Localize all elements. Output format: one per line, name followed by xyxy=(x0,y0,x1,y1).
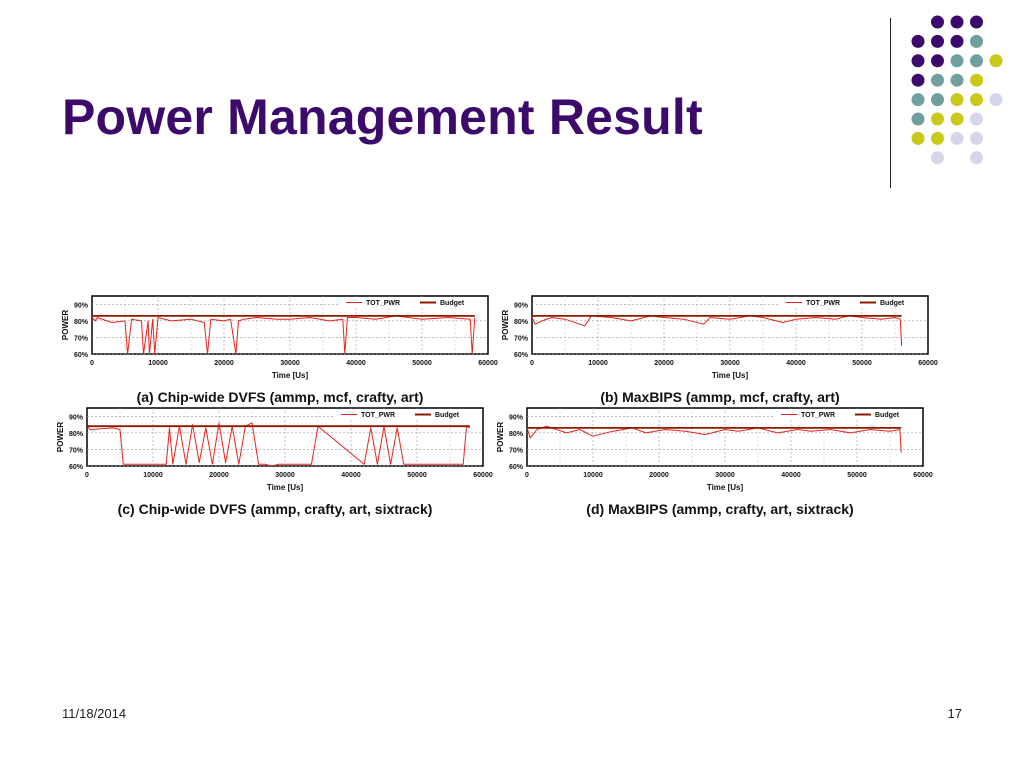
x-tick-label: 60000 xyxy=(473,472,493,479)
y-tick-label: 70% xyxy=(513,335,528,343)
decorative-dot xyxy=(970,93,983,106)
decorative-dot xyxy=(912,35,925,48)
y-tick-label: 90% xyxy=(508,414,523,422)
x-tick-label: 30000 xyxy=(280,360,300,367)
x-tick-label: 40000 xyxy=(341,472,361,479)
y-tick-label: 80% xyxy=(68,430,83,438)
decorative-dot xyxy=(970,16,983,29)
decorative-dot xyxy=(931,54,944,67)
x-tick-label: 10000 xyxy=(143,472,163,479)
chart-a xyxy=(60,292,500,392)
chart-svg xyxy=(495,404,935,504)
decorative-dot xyxy=(951,54,964,67)
y-tick-label: 60% xyxy=(68,464,83,471)
legend xyxy=(340,297,486,308)
legend-label: TOT_PWR xyxy=(366,300,401,307)
x-tick-label: 40000 xyxy=(786,360,806,367)
x-tick-label: 30000 xyxy=(715,472,735,479)
x-tick-label: 20000 xyxy=(649,472,669,479)
decorative-dot xyxy=(951,113,964,126)
x-tick-label: 50000 xyxy=(847,472,867,479)
y-tick-label: 70% xyxy=(73,335,88,343)
decorative-dot xyxy=(912,113,925,126)
x-tick-label: 40000 xyxy=(781,472,801,479)
decorative-dot xyxy=(931,35,944,48)
decorative-dot xyxy=(970,113,983,126)
x-tick-label: 50000 xyxy=(412,360,432,367)
decorative-dot xyxy=(931,74,944,87)
caption-c: (c) Chip-wide DVFS (ammp, crafty, art, sixtrack) xyxy=(117,501,433,517)
x-tick-label: 40000 xyxy=(346,360,366,367)
chart-svg xyxy=(500,292,940,392)
decorative-dot xyxy=(951,93,964,106)
x-tick-label: 10000 xyxy=(588,360,608,367)
legend xyxy=(780,297,926,308)
x-tick-label: 10000 xyxy=(148,360,168,367)
x-tick-label: 0 xyxy=(90,360,94,367)
decorative-dot xyxy=(990,54,1003,67)
caption-a: (a) Chip-wide DVFS (ammp, mcf, crafty, art) xyxy=(136,389,424,405)
chart-c xyxy=(55,404,495,504)
decorative-dot xyxy=(931,113,944,126)
decorative-dot-grid xyxy=(0,0,1024,200)
chart-svg xyxy=(60,292,500,392)
x-tick-label: 30000 xyxy=(720,360,740,367)
x-tick-label: 10000 xyxy=(583,472,603,479)
x-tick-label: 20000 xyxy=(209,472,229,479)
legend-label: Budget xyxy=(435,412,460,419)
x-axis-label: Time [Us] xyxy=(706,483,744,492)
y-tick-label: 90% xyxy=(68,414,83,422)
x-tick-label: 0 xyxy=(85,472,89,479)
legend-label: TOT_PWR xyxy=(806,300,841,307)
chart-b xyxy=(500,292,940,392)
x-tick-label: 0 xyxy=(530,360,534,367)
footer-date: 11/18/2014 xyxy=(62,706,127,721)
decorative-dot xyxy=(951,74,964,87)
page-number: 17 xyxy=(947,706,962,721)
x-tick-label: 20000 xyxy=(214,360,234,367)
legend-label: TOT_PWR xyxy=(361,412,396,419)
x-axis-label: Time [Us] xyxy=(711,371,749,380)
x-axis-label: Time [Us] xyxy=(266,483,304,492)
x-tick-label: 60000 xyxy=(913,472,933,479)
decorative-dot xyxy=(951,35,964,48)
y-tick-label: 60% xyxy=(508,464,523,471)
decorative-dot xyxy=(912,54,925,67)
chart-svg xyxy=(55,404,495,504)
decorative-dot xyxy=(970,35,983,48)
caption-b: (b) MaxBIPS (ammp, mcf, crafty, art) xyxy=(600,389,840,405)
legend-label: Budget xyxy=(875,412,900,419)
legend-label: TOT_PWR xyxy=(801,412,836,419)
slide-title: Power Management Result xyxy=(62,89,703,145)
y-tick-label: 60% xyxy=(73,352,88,359)
decorative-dot xyxy=(970,132,983,145)
legend xyxy=(335,409,481,420)
decorative-dot xyxy=(912,93,925,106)
divider-line xyxy=(890,18,891,188)
x-axis-label: Time [Us] xyxy=(271,371,309,380)
x-tick-label: 50000 xyxy=(407,472,427,479)
y-tick-label: 60% xyxy=(513,352,528,359)
legend xyxy=(775,409,921,420)
y-tick-label: 80% xyxy=(513,318,528,326)
x-tick-label: 30000 xyxy=(275,472,295,479)
decorative-dot xyxy=(931,132,944,145)
y-tick-label: 70% xyxy=(508,447,523,455)
decorative-dot xyxy=(931,93,944,106)
x-tick-label: 20000 xyxy=(654,360,674,367)
y-tick-label: 90% xyxy=(73,302,88,310)
x-tick-label: 60000 xyxy=(918,360,938,367)
decorative-dot xyxy=(931,16,944,29)
legend-label: Budget xyxy=(880,300,905,307)
y-axis-label: POWER xyxy=(61,309,70,341)
y-axis-label: POWER xyxy=(56,421,65,453)
decorative-dot xyxy=(970,54,983,67)
chart-d xyxy=(495,404,935,504)
y-tick-label: 70% xyxy=(68,447,83,455)
decorative-dot xyxy=(951,16,964,29)
x-tick-label: 60000 xyxy=(478,360,498,367)
decorative-dot xyxy=(912,132,925,145)
decorative-dot xyxy=(970,74,983,87)
x-tick-label: 0 xyxy=(525,472,529,479)
y-tick-label: 80% xyxy=(508,430,523,438)
x-tick-label: 50000 xyxy=(852,360,872,367)
decorative-dot xyxy=(951,132,964,145)
decorative-dot xyxy=(912,74,925,87)
decorative-dot xyxy=(970,151,983,164)
y-axis-label: POWER xyxy=(496,421,505,453)
y-axis-label: POWER xyxy=(501,309,510,341)
caption-d: (d) MaxBIPS (ammp, crafty, art, sixtrack) xyxy=(586,501,854,517)
legend-label: Budget xyxy=(440,300,465,307)
y-tick-label: 90% xyxy=(513,302,528,310)
y-tick-label: 80% xyxy=(73,318,88,326)
decorative-dot xyxy=(931,151,944,164)
decorative-dot xyxy=(990,93,1003,106)
